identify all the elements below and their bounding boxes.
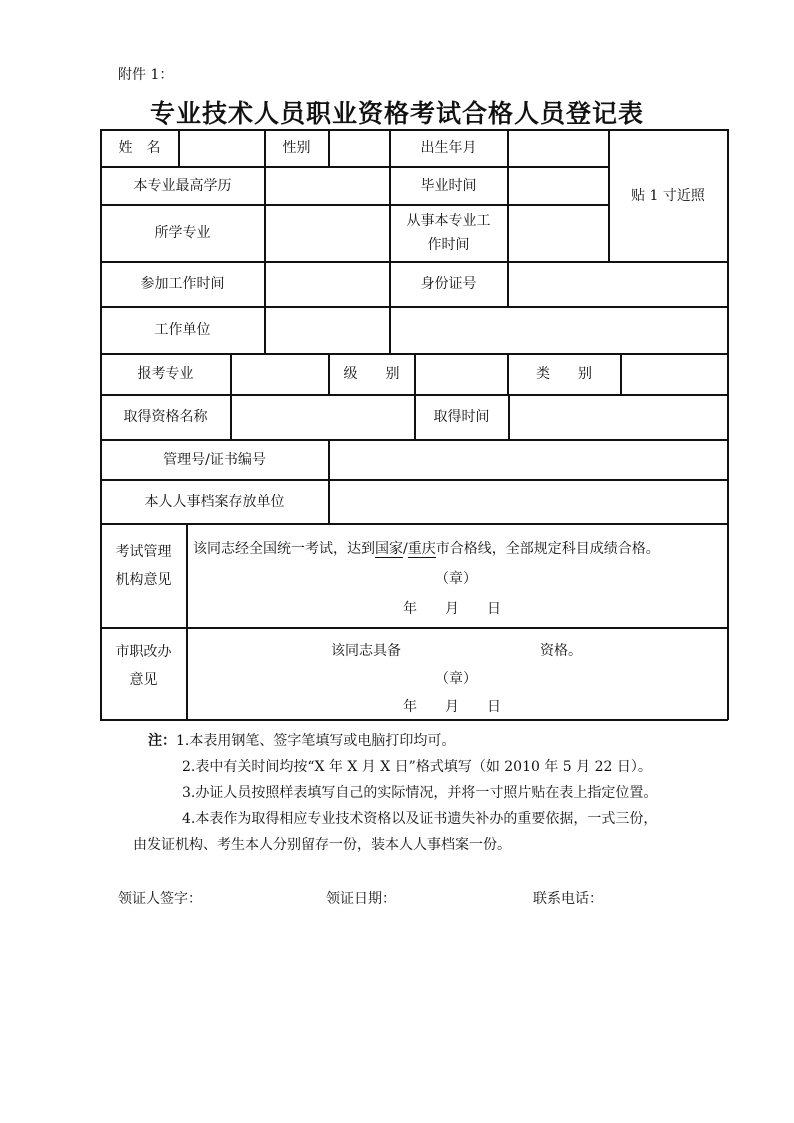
- category-label: 类 别: [536, 366, 592, 382]
- option-slash: /: [403, 541, 408, 557]
- gender-field[interactable]: [330, 131, 388, 165]
- work-years-label: [390, 205, 507, 261]
- notes-prefix: 注：: [148, 733, 176, 749]
- obtain-time-field[interactable]: [510, 396, 726, 438]
- table-border-bottom: [100, 719, 728, 721]
- exam-office-text-post: 市合格线，全部规定科目成绩合格。: [435, 541, 660, 557]
- seal-1: （章）: [435, 571, 477, 587]
- exam-major-label: 报考专业: [137, 366, 194, 382]
- city-office-label: [101, 628, 186, 719]
- name-label: 姓 名: [118, 140, 161, 156]
- employer-field[interactable]: [266, 308, 726, 352]
- rule: [100, 523, 728, 525]
- work-years-field[interactable]: [509, 206, 607, 260]
- education-field[interactable]: [266, 168, 388, 203]
- qualification-blank-field[interactable]: [412, 638, 530, 660]
- city-office-text-post: 资格。: [540, 643, 582, 659]
- work-years-label-line2: 作时间: [427, 237, 470, 253]
- education-label: 本专业最高学历: [133, 177, 232, 194]
- exam-office-label-line2: 机构意见: [115, 572, 172, 588]
- note-4a: 4.本表作为取得相应专业技术资格以及证书遗失补办的重要依据，一式三份，: [182, 811, 658, 827]
- date-1: 年 月 日: [403, 601, 501, 617]
- option-nation: 国家: [375, 541, 403, 557]
- major-field[interactable]: [266, 206, 388, 260]
- city-office-label-line1: 市职改办: [115, 644, 172, 660]
- work-years-label-line1: 从事本专业工: [406, 213, 491, 229]
- graduation-label: 毕业时间: [420, 177, 477, 194]
- exam-office-label: [101, 524, 186, 627]
- category-field[interactable]: [622, 355, 726, 393]
- note-4b: 由发证机构、考生本人分别留存一份，装本人人事档案一份。: [133, 837, 511, 853]
- major-label: 所学专业: [154, 225, 211, 241]
- graduation-field[interactable]: [509, 168, 607, 203]
- qualification-label: 取得资格名称: [123, 409, 208, 425]
- archive-field[interactable]: [330, 481, 726, 522]
- qualification-field[interactable]: [232, 396, 413, 438]
- signature-field[interactable]: [208, 884, 308, 908]
- form-title: 专业技术人员职业资格考试合格人员登记表: [149, 99, 644, 128]
- phone-label: 联系电话：: [533, 891, 603, 907]
- id-label: 身份证号: [420, 276, 477, 292]
- note-2: 2.表中有关时间均按“X 年 X 月 X 日”格式填写（如 2010 年 5 月 22 日）。: [182, 759, 652, 775]
- level-field[interactable]: [416, 355, 506, 393]
- start-work-label: 参加工作时间: [140, 276, 225, 292]
- seal-2: （章）: [435, 671, 477, 687]
- table-border-right: [727, 129, 729, 720]
- exam-office-text-pre: 该同志经全国统一考试，达到: [193, 541, 375, 557]
- phone-field[interactable]: [608, 884, 728, 908]
- city-office-label-line2: 意见: [129, 672, 158, 688]
- cert-no-label: 管理号/证书编号: [163, 451, 266, 468]
- note-3: 3.办证人员按照样表填写自己的实际情况，并将一寸照片贴在表上指定位置。: [182, 785, 658, 801]
- exam-major-field[interactable]: [232, 355, 327, 393]
- obtain-time-label: 取得时间: [433, 409, 490, 425]
- gender-label: 性别: [282, 140, 311, 156]
- name-field[interactable]: [180, 131, 263, 165]
- rule: [186, 523, 188, 720]
- option-chongqing: 重庆: [407, 541, 436, 557]
- collection-date-field[interactable]: [400, 884, 520, 908]
- photo-slot[interactable]: 贴 1 寸近照: [631, 187, 705, 204]
- birth-field[interactable]: [509, 131, 607, 165]
- birth-label: 出生年月: [420, 140, 477, 156]
- note-1-text: 1.本表用钢笔、签字笔填写或电脑打印均可。: [176, 733, 456, 749]
- note-1: [148, 731, 455, 751]
- attachment-label: 附件 1：: [118, 67, 174, 83]
- level-label: 级 别: [343, 366, 400, 382]
- collection-date-label: 领证日期：: [326, 891, 396, 907]
- cert-no-field[interactable]: [330, 441, 726, 478]
- archive-label: 本人人事档案存放单位: [144, 493, 285, 510]
- exam-office-label-line1: 考试管理: [115, 544, 172, 560]
- rule: [100, 627, 728, 629]
- date-2: 年 月 日: [403, 699, 501, 715]
- id-field[interactable]: [509, 263, 726, 305]
- exam-office-statement: [193, 538, 660, 558]
- city-office-text-pre: 该同志具备: [331, 643, 401, 659]
- employer-label: 工作单位: [154, 322, 211, 338]
- signature-label: 领证人签字：: [118, 891, 202, 907]
- start-work-field[interactable]: [266, 263, 388, 305]
